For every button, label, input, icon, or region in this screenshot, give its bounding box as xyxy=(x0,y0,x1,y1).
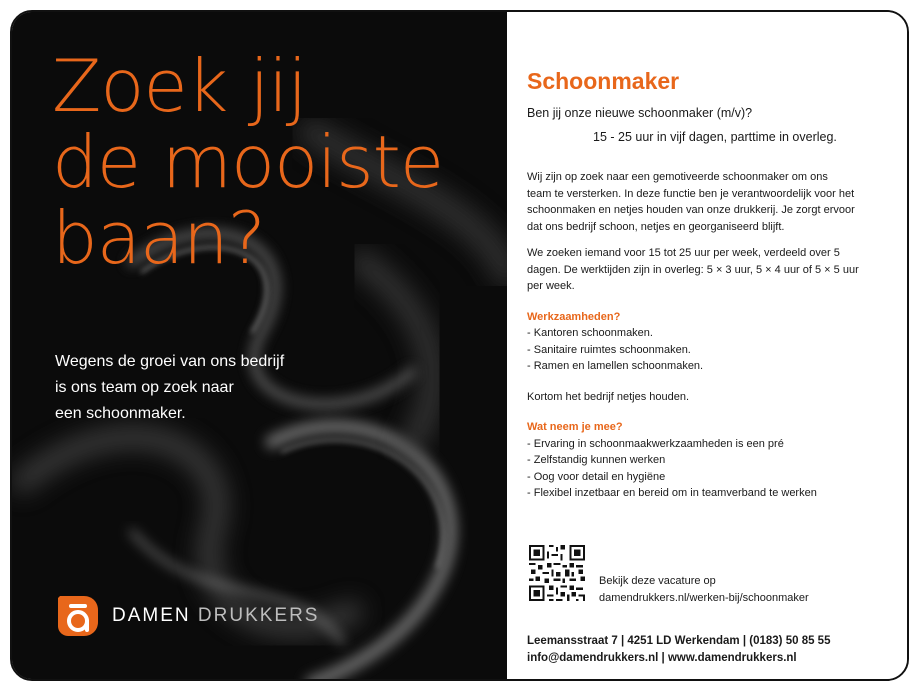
headline xyxy=(52,44,444,280)
logo-wordmark xyxy=(112,605,319,627)
logo-text-first: DAMEN xyxy=(112,605,191,626)
intro-text xyxy=(55,349,284,427)
summary-text: Kortom het bedrijf netjes houden. xyxy=(527,390,690,403)
intro-line: is ons team op zoek naar xyxy=(55,379,234,396)
text-line: dagen. De werktijden zijn in overleg: 5 × 3 uur, 5 × 4 uur of 5 × 5 uur xyxy=(527,263,859,276)
requirements-list xyxy=(527,436,887,502)
list-item: - Flexibel inzetbaar en bereid om in teamverband te werken xyxy=(527,485,887,502)
email-website-line[interactable]: info@damendrukkers.nl | www.damendrukkers.nl xyxy=(527,652,797,664)
address-line: Leemansstraat 7 | 4251 LD Werkendam | (0183) 50 85 55 xyxy=(527,635,831,647)
left-panel xyxy=(12,12,507,679)
text-line: dat ons bedrijf schoon, netjes en georganiseerd blijft. xyxy=(527,220,785,233)
headline-line: baan? xyxy=(52,196,265,280)
list-item: - Kantoren schoonmaken. xyxy=(527,325,887,342)
job-subtitle: Ben jij onze nieuwe schoonmaker (m/v)? xyxy=(527,106,753,120)
vacancy-poster xyxy=(10,10,909,681)
list-item: - Ervaring in schoonmaakwerkzaamheden is een pré xyxy=(527,436,887,453)
right-panel xyxy=(507,12,909,679)
text-line: per week. xyxy=(527,280,575,292)
company-logo xyxy=(54,592,319,640)
paragraph-intro xyxy=(527,169,887,235)
tasks-heading: Werkzaamheden? xyxy=(527,310,621,323)
requirements-heading: Wat neem je mee? xyxy=(527,421,623,433)
intro-line: Wegens de groei van ons bedrijf xyxy=(55,353,285,370)
list-item: - Sanitaire ruimtes schoonmaken. xyxy=(527,342,887,359)
job-description xyxy=(527,169,887,502)
damen-logo-icon xyxy=(54,592,102,640)
intro-line: een schoonmaker. xyxy=(55,405,186,422)
logo-text-second: DRUKKERS xyxy=(197,605,320,626)
job-title: Schoonmaker xyxy=(527,68,680,94)
job-hours: 15 - 25 uur in vijf dagen, parttime in overleg. xyxy=(593,130,837,144)
text-line: We zoeken iemand voor 15 tot 25 uur per week, verdeeld over 5 xyxy=(527,247,840,259)
headline-line: Zoek jij xyxy=(52,44,307,128)
list-item: - Oog voor detail en hygiëne xyxy=(527,469,887,486)
paragraph-hours xyxy=(527,245,887,295)
qr-caption: Bekijk deze vacature op xyxy=(599,575,716,587)
qr-code-icon[interactable] xyxy=(529,545,585,601)
headline-line: de mooiste xyxy=(52,120,444,204)
text-line: Wij zijn op zoek naar een gemotiveerde schoonmaker om ons xyxy=(527,171,828,183)
vacancy-url[interactable]: damendrukkers.nl/werken-bij/schoonmaker xyxy=(599,592,809,604)
contact-info xyxy=(527,633,830,667)
list-item: - Zelfstandig kunnen werken xyxy=(527,452,887,469)
text-line: schoonmaken en netjes houden van onze drukkerij. Je zorgt ervoor xyxy=(527,204,855,216)
list-item: - Ramen en lamellen schoonmaken. xyxy=(527,358,887,375)
text-line: team te versterken. In deze functie ben je verantwoordelijk voor het xyxy=(527,187,855,200)
tasks-list xyxy=(527,325,887,375)
vacancy-link[interactable] xyxy=(599,573,809,607)
